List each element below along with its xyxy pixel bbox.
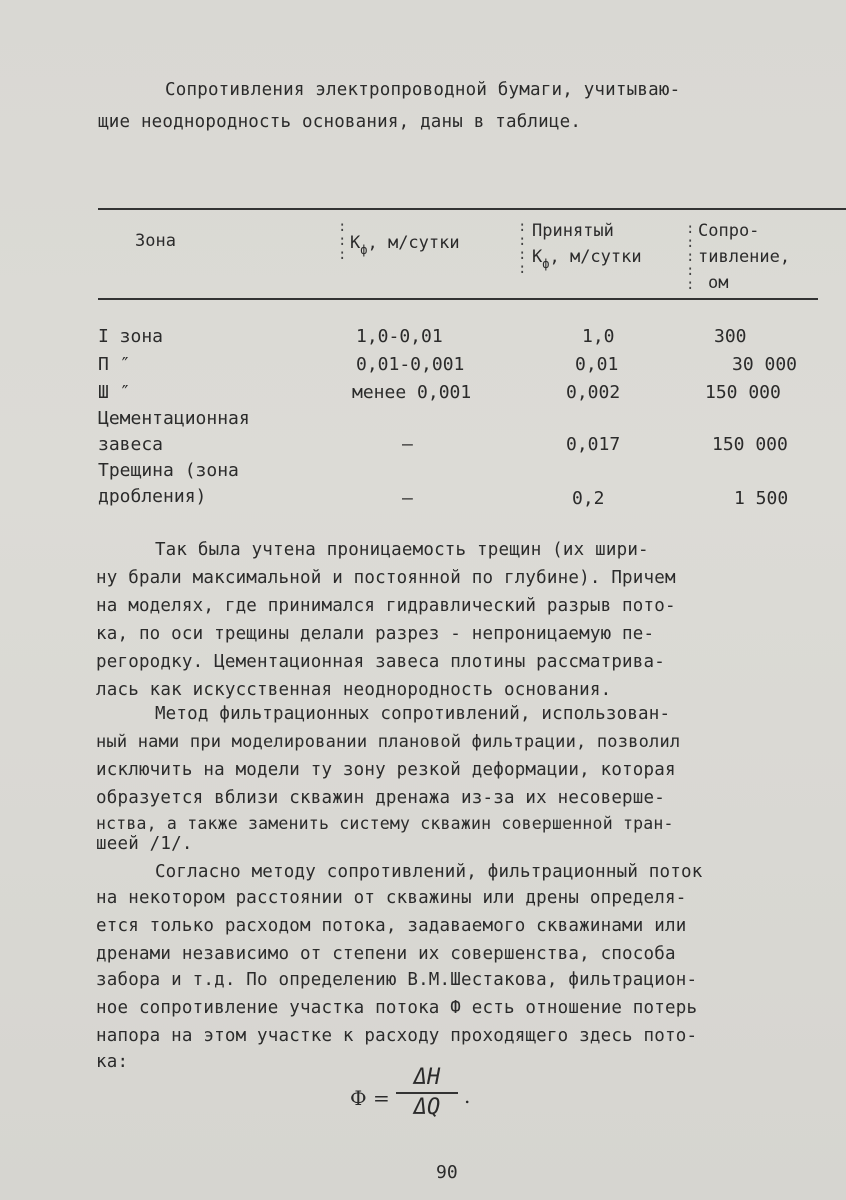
row1-zone: I зона [98,326,164,347]
row3-kf: менее 0,001 [352,382,472,403]
header-kf: $К_ф$, м/сутки [350,233,460,257]
formula-denominator: ΔQ [413,1094,441,1120]
row2-resistance: 30 000 [732,354,798,375]
body-line: напора на этом участке к расходу проходящего здесь пото- [96,1026,698,1046]
row2-accepted: 0,01 [575,354,619,375]
fraction-bar [396,1092,458,1094]
row1-accepted: 1,0 [582,326,615,347]
page-number: 90 [436,1162,458,1183]
body-line: на моделях, где принимался гидравлический разрыв пото- [96,596,676,616]
table-top-rule [98,208,846,210]
body-line: ется только расходом потока, задаваемого скважинами или [96,916,687,936]
body-line: Так была учтена проницаемость трещин (их шири- [112,540,649,560]
row4-accepted: 0,017 [566,434,621,455]
header-zone: Зона [135,231,176,251]
body-line: ка: [96,1052,129,1072]
intro-line-2: щие неоднородность основания, даны в таблице. [98,112,582,132]
row5-zone-line1: Трещина (зона [98,460,239,481]
row5-kf: – [402,488,413,509]
table-header-rule [98,298,818,300]
row5-zone-line2: дробления) [98,486,207,507]
body-line: нства, а также заменить систему скважин совершенной тран- [96,814,674,833]
row3-resistance: 150 000 [705,382,781,403]
formula-numerator: ΔH [413,1065,441,1090]
formula-fraction [396,1066,458,1120]
row4-zone-line1: Цементационная [98,408,250,429]
intro-line-1: Сопротивления электропроводной бумаги, учитываю- [165,80,681,100]
row5-accepted: 0,2 [572,488,605,509]
body-line: ка, по оси трещины делали разрез - непроницаемую пе- [96,624,655,644]
formula-end: . [464,1084,471,1108]
body-line: дренами независимо от степени их совершенства, способа [96,944,676,964]
row2-zone: П ″ [98,354,131,375]
header-separator-1: : : : [338,219,347,263]
row1-kf: 1,0-0,01 [356,326,443,347]
body-line: исключить на модели ту зону резкой деформации, которая [96,760,676,780]
body-line: на некотором расстоянии от скважины или дрены определя- [96,888,687,908]
body-line: ный нами при моделировании плановой фильтрации, позволил [96,732,681,752]
header-resistance: Сопро- тивление, ом [698,221,791,293]
body-line: ное сопротивление участка потока Ф есть отношение потерь [96,998,698,1018]
body-line: ну брали максимальной и постоянной по глубине). Причем [96,568,676,588]
body-line: забора и т.д. По определению В.М.Шестакова, фильтрацион- [96,970,698,990]
row1-resistance: 300 [714,326,747,347]
row4-kf: – [402,434,413,455]
body-line: регородку. Цементационная завеса плотины рассматрива- [96,652,666,672]
body-line: Метод фильтрационных сопротивлений, использован- [112,704,671,724]
row2-kf: 0,01-0,001 [356,354,465,375]
body-line: лась как искусственная неоднородность основания. [96,680,612,700]
body-line: шеей /1/. [96,834,193,854]
row5-resistance: 1 500 [734,488,789,509]
header-separator-3: : : : : : [686,221,695,293]
row4-zone-line2: завеса [98,434,164,455]
row3-zone: Ш ″ [98,382,131,403]
formula-lhs: Ф = [350,1086,390,1110]
row3-accepted: 0,002 [566,382,621,403]
header-separator-2: : : : : [518,219,527,277]
body-line: Согласно методу сопротивлений, фильтрационный поток [112,862,703,882]
header-accepted: Принятый $К_ф$, м/сутки [532,221,642,271]
row4-resistance: 150 000 [712,434,788,455]
body-line: образуется вблизи скважин дренажа из-за их несоверше- [96,788,666,808]
